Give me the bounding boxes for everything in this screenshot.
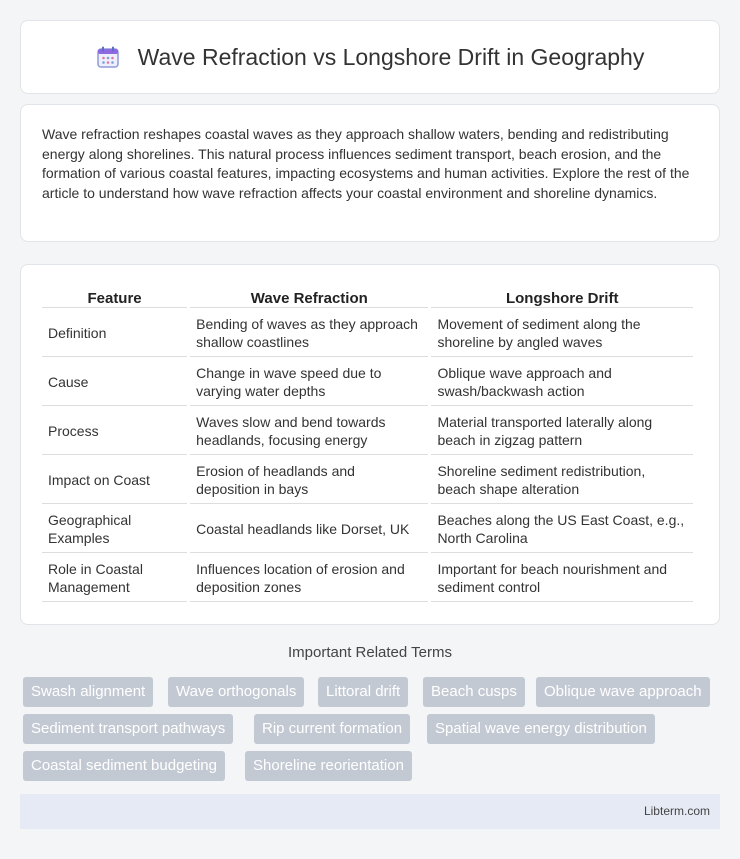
table-row xyxy=(42,504,693,553)
table-row xyxy=(42,553,693,602)
page-title: Wave Refraction vs Longshore Drift in Geography xyxy=(137,43,645,70)
intro-card xyxy=(20,104,720,242)
table-row xyxy=(42,357,693,406)
tag-littoral-drift[interactable]: Littoral drift xyxy=(318,677,408,707)
row-longshore-drift: Shoreline sediment redistribution, beach shape alteration xyxy=(431,455,693,504)
table-row xyxy=(42,308,693,357)
table-row xyxy=(42,455,693,504)
header-feature: Feature xyxy=(42,285,187,308)
row-longshore-drift: Movement of sediment along the shoreline by angled waves xyxy=(431,308,693,357)
related-terms-title: Important Related Terms xyxy=(288,644,452,661)
tag-rip-current-formation[interactable]: Rip current formation xyxy=(254,714,410,744)
row-longshore-drift: Beaches along the US East Coast, e.g., North Carolina xyxy=(431,504,693,553)
tag-coastal-sediment-budgeting[interactable]: Coastal sediment budgeting xyxy=(23,751,225,781)
tag-sediment-transport-pathways[interactable]: Sediment transport pathways xyxy=(23,714,233,744)
header-card xyxy=(20,20,720,94)
row-feature: Impact on Coast xyxy=(42,455,187,504)
table-header-row xyxy=(42,285,693,308)
tag-beach-cusps[interactable]: Beach cusps xyxy=(423,677,525,707)
row-feature: Cause xyxy=(42,357,187,406)
header-longshore-drift: Longshore Drift xyxy=(431,285,693,308)
footer-brand[interactable]: Libterm.com xyxy=(643,804,710,818)
header-wave-refraction: Wave Refraction xyxy=(190,285,428,308)
row-wave-refraction: Coastal headlands like Dorset, UK xyxy=(190,504,428,553)
row-feature: Process xyxy=(42,406,187,455)
row-longshore-drift: Oblique wave approach and swash/backwash action xyxy=(431,357,693,406)
comparison-card xyxy=(20,264,720,625)
intro-text: Wave refraction reshapes coastal waves as they approach shallow waters, bending and redistributing energy along shorelines. This natural process influences sediment transport, beach erosion, and the formation of various coastal features, impacting ecosystems and human activities. Explore the rest of the article to understand how wave refraction affects your coastal environment and shoreline dynamics. xyxy=(42,126,690,201)
related-terms-section xyxy=(20,644,720,666)
row-longshore-drift: Important for beach nourishment and sediment control xyxy=(431,553,693,602)
row-feature: Role in Coastal Management xyxy=(42,553,187,602)
title-wrap xyxy=(96,44,645,71)
row-wave-refraction: Bending of waves as they approach shallow coastlines xyxy=(190,308,428,357)
row-longshore-drift: Material transported laterally along beach in zigzag pattern xyxy=(431,406,693,455)
row-wave-refraction: Change in wave speed due to varying water depths xyxy=(190,357,428,406)
tag-wave-orthogonals[interactable]: Wave orthogonals xyxy=(168,677,304,707)
tag-oblique-wave-approach[interactable]: Oblique wave approach xyxy=(536,677,710,707)
row-wave-refraction: Waves slow and bend towards headlands, focusing energy xyxy=(190,406,428,455)
tag-spatial-wave-energy-distribution[interactable]: Spatial wave energy distribution xyxy=(427,714,655,744)
footer xyxy=(20,794,720,829)
row-feature: Definition xyxy=(42,308,187,357)
row-feature: Geographical Examples xyxy=(42,504,187,553)
row-wave-refraction: Erosion of headlands and deposition in bays xyxy=(190,455,428,504)
tag-swash-alignment[interactable]: Swash alignment xyxy=(23,677,153,707)
comparison-table xyxy=(39,285,696,602)
row-wave-refraction: Influences location of erosion and deposition zones xyxy=(190,553,428,602)
table-row xyxy=(42,406,693,455)
calendar-icon xyxy=(96,45,120,69)
tag-shoreline-reorientation[interactable]: Shoreline reorientation xyxy=(245,751,412,781)
